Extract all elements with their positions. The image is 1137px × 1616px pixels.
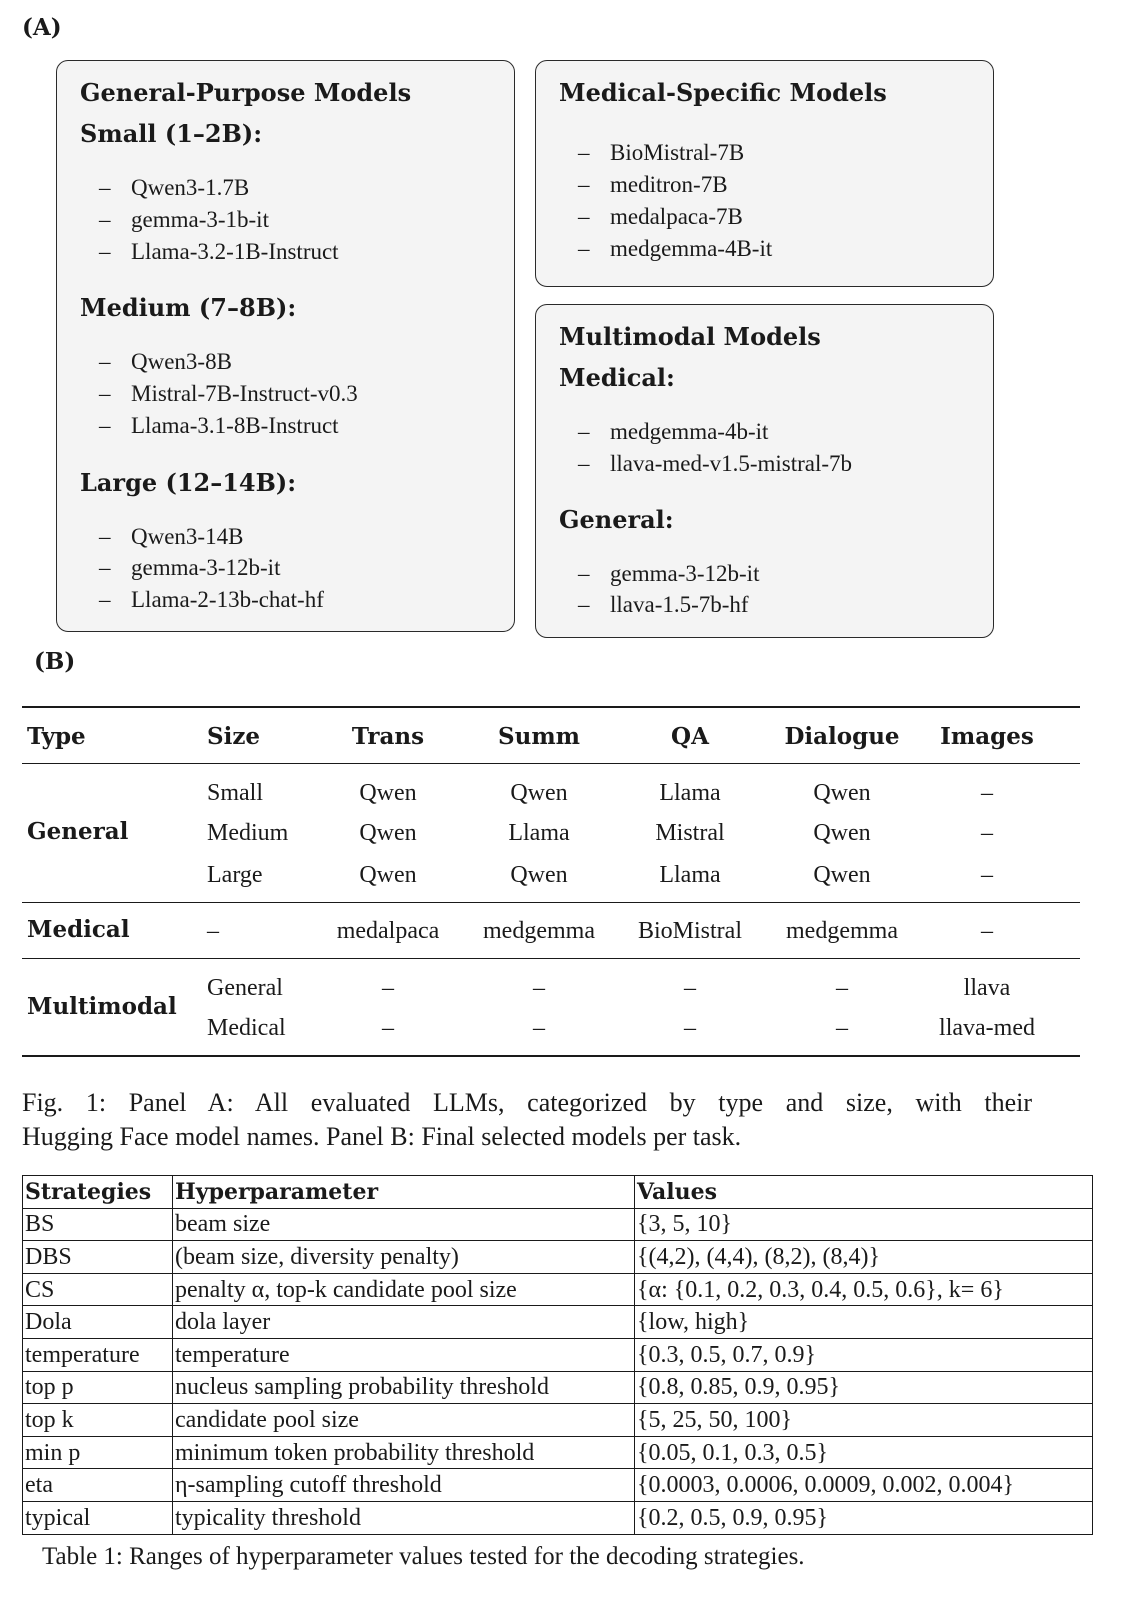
panel-a-label: (A) — [22, 14, 62, 41]
strategy-cell: typical — [23, 1501, 173, 1534]
strategy-cell: eta — [23, 1469, 173, 1502]
general-purpose-box — [56, 60, 515, 632]
model-item: – medgemma-4B-it — [578, 236, 773, 261]
model-item: – gemma-3-12b-it — [99, 555, 281, 580]
values-cell: {(4,2), (4,4), (8,2), (8,4)} — [635, 1241, 1093, 1274]
table-row — [23, 1469, 1093, 1502]
table-cell: General — [207, 975, 283, 1001]
strategy-cell: min p — [23, 1436, 173, 1469]
table-cell: – — [684, 975, 696, 1001]
values-cell: {α: {0.1, 0.2, 0.3, 0.4, 0.5, 0.6}, k= 6} — [635, 1273, 1093, 1306]
model-item: – Mistral-7B-Instruct-v0.3 — [99, 381, 358, 406]
hyperparameter-cell: typicality threshold — [173, 1501, 635, 1534]
table-cell: – — [382, 975, 394, 1001]
hyperparameter-cell: beam size — [173, 1208, 635, 1241]
strategy-cell: DBS — [23, 1241, 173, 1274]
table-row — [23, 1241, 1093, 1274]
values-cell: {low, high} — [635, 1306, 1093, 1339]
strategy-cell: CS — [23, 1273, 173, 1306]
medical-specific-box — [535, 60, 994, 287]
table-cell: – — [533, 1015, 545, 1041]
table-cell: Qwen — [359, 780, 417, 806]
table-cell: – — [533, 975, 545, 1001]
table-cell: – — [981, 918, 993, 944]
values-cell: {5, 25, 50, 100} — [635, 1404, 1093, 1437]
col-header-summ: Summ — [497, 723, 581, 750]
strategy-cell: top k — [23, 1404, 173, 1437]
figure-caption-line-1: Fig. 1: Panel A: All evaluated LLMs, categorized by type and size, with their — [22, 1088, 1032, 1117]
table-bottom-rule — [22, 1055, 1080, 1057]
table-cell: Qwen — [359, 862, 417, 888]
model-item: – Llama-3.2-1B-Instruct — [99, 239, 339, 264]
table-cell: medalpaca — [336, 918, 440, 944]
table-cell: medgemma — [786, 918, 898, 944]
strategy-cell: Dola — [23, 1306, 173, 1339]
table-row — [23, 1338, 1093, 1371]
table-cell: – — [382, 1015, 394, 1041]
table-row — [23, 1436, 1093, 1469]
model-item: – Qwen3-8B — [99, 349, 232, 374]
table-cell: Llama — [659, 862, 721, 888]
model-item: – medalpaca-7B — [578, 204, 743, 229]
strategy-cell: top p — [23, 1371, 173, 1404]
hyperparameter-cell: candidate pool size — [173, 1404, 635, 1437]
values-cell: {0.0003, 0.0006, 0.0009, 0.002, 0.004} — [635, 1469, 1093, 1502]
table-cell: BioMistral — [637, 918, 743, 944]
model-item: – BioMistral-7B — [578, 140, 745, 165]
model-item: – medgemma-4b-it — [578, 419, 769, 444]
model-item: – meditron-7B — [578, 172, 728, 197]
table-cell: – — [684, 1015, 696, 1041]
table-cell: Llama — [659, 780, 721, 806]
table-cell: Qwen — [813, 862, 871, 888]
hyperparameter-cell: temperature — [173, 1338, 635, 1371]
multimodal-medical-heading: Medical: — [559, 363, 675, 392]
col-header-trans: Trans — [351, 723, 425, 750]
table-row — [23, 1371, 1093, 1404]
multimodal-general-heading: General: — [559, 505, 674, 534]
model-item: – llava-1.5-7b-hf — [578, 592, 749, 617]
strategy-cell: temperature — [23, 1338, 173, 1371]
hyperparameter-cell: minimum token probability threshold — [173, 1436, 635, 1469]
model-item: – gemma-3-1b-it — [99, 207, 269, 232]
values-cell: {0.8, 0.85, 0.9, 0.95} — [635, 1371, 1093, 1404]
small-heading: Small (1–2B): — [80, 119, 263, 148]
hyperparameter-cell: (beam size, diversity penalty) — [173, 1241, 635, 1274]
table-cell: medgemma — [483, 918, 595, 944]
values-cell: {0.3, 0.5, 0.7, 0.9} — [635, 1338, 1093, 1371]
hyperparameter-cell: penalty α, top-k candidate pool size — [173, 1273, 635, 1306]
hyperparameter-cell: nucleus sampling probability threshold — [173, 1371, 635, 1404]
table-cell: – — [981, 862, 993, 888]
table-cell: – — [207, 918, 219, 944]
table-cell: Qwen — [813, 780, 871, 806]
values-cell: {3, 5, 10} — [635, 1208, 1093, 1241]
figure-caption-line-2: Hugging Face model names. Panel B: Final selected models per task. — [22, 1122, 742, 1151]
large-heading: Large (12–14B): — [80, 468, 297, 497]
table-cell: Qwen — [510, 780, 568, 806]
row-type-multimodal: Multimodal — [27, 993, 177, 1020]
panel-b-label: (B) — [34, 648, 76, 675]
col-header-size: Size — [207, 723, 261, 750]
header-rule — [22, 763, 1080, 764]
hyperparameter-table — [22, 1175, 1093, 1535]
table-cell: llava-med — [939, 1015, 1035, 1041]
col-header-qa: QA — [671, 723, 709, 750]
table-cell: Large — [207, 862, 263, 888]
hyperparameter-cell: dola layer — [173, 1306, 635, 1339]
medical-specific-title: Medical-Specific Models — [559, 78, 887, 107]
table-row — [23, 1501, 1093, 1534]
table-cell: Qwen — [359, 820, 417, 846]
table-row — [23, 1273, 1093, 1306]
table-cell: – — [836, 975, 848, 1001]
table-cell: – — [836, 1015, 848, 1041]
col-header-dialogue: Dialogue — [784, 723, 900, 750]
table-cell: Qwen — [510, 862, 568, 888]
values-cell: {0.05, 0.1, 0.3, 0.5} — [635, 1436, 1093, 1469]
multimodal-box — [535, 304, 994, 638]
header-values: Values — [635, 1176, 1093, 1209]
header-strategies: Strategies — [23, 1176, 173, 1209]
strategy-cell: BS — [23, 1208, 173, 1241]
model-item: – Llama-3.1-8B-Instruct — [99, 413, 339, 438]
table-cell: Qwen — [813, 820, 871, 846]
table-cell: Llama — [508, 820, 570, 846]
table-row — [23, 1306, 1093, 1339]
table-cell: – — [981, 820, 993, 846]
table-top-rule — [22, 706, 1080, 708]
table-cell: – — [981, 780, 993, 806]
table-cell: Small — [207, 780, 264, 806]
model-item: – Qwen3-14B — [99, 524, 244, 549]
model-item: – Qwen3-1.7B — [99, 175, 250, 200]
row-type-medical: Medical — [27, 916, 130, 943]
row-type-general: General — [27, 818, 129, 845]
table-row — [23, 1404, 1093, 1437]
table-cell: Mistral — [655, 820, 725, 846]
model-item: – llava-med-v1.5-mistral-7b — [578, 451, 853, 476]
medium-heading: Medium (7–8B): — [80, 293, 297, 322]
multimodal-title: Multimodal Models — [559, 322, 821, 351]
table-header-row — [23, 1176, 1093, 1209]
hyperparameter-cell: η-sampling cutoff threshold — [173, 1469, 635, 1502]
model-item: – Llama-2-13b-chat-hf — [99, 587, 324, 612]
table-caption: Table 1: Ranges of hyperparameter values tested for the decoding strategies. — [42, 1543, 805, 1570]
col-header-type: Type — [27, 723, 86, 750]
table-cell: Medium — [207, 820, 289, 846]
group-rule — [22, 958, 1080, 959]
table-cell: Medical — [207, 1015, 286, 1041]
group-rule — [22, 902, 1080, 903]
table-cell: llava — [963, 975, 1011, 1001]
general-purpose-title: General-Purpose Models — [80, 78, 412, 107]
model-item: – gemma-3-12b-it — [578, 561, 760, 586]
col-header-images: Images — [940, 723, 1034, 750]
header-hyperparameter: Hyperparameter — [173, 1176, 635, 1209]
values-cell: {0.2, 0.5, 0.9, 0.95} — [635, 1501, 1093, 1534]
table-row — [23, 1208, 1093, 1241]
